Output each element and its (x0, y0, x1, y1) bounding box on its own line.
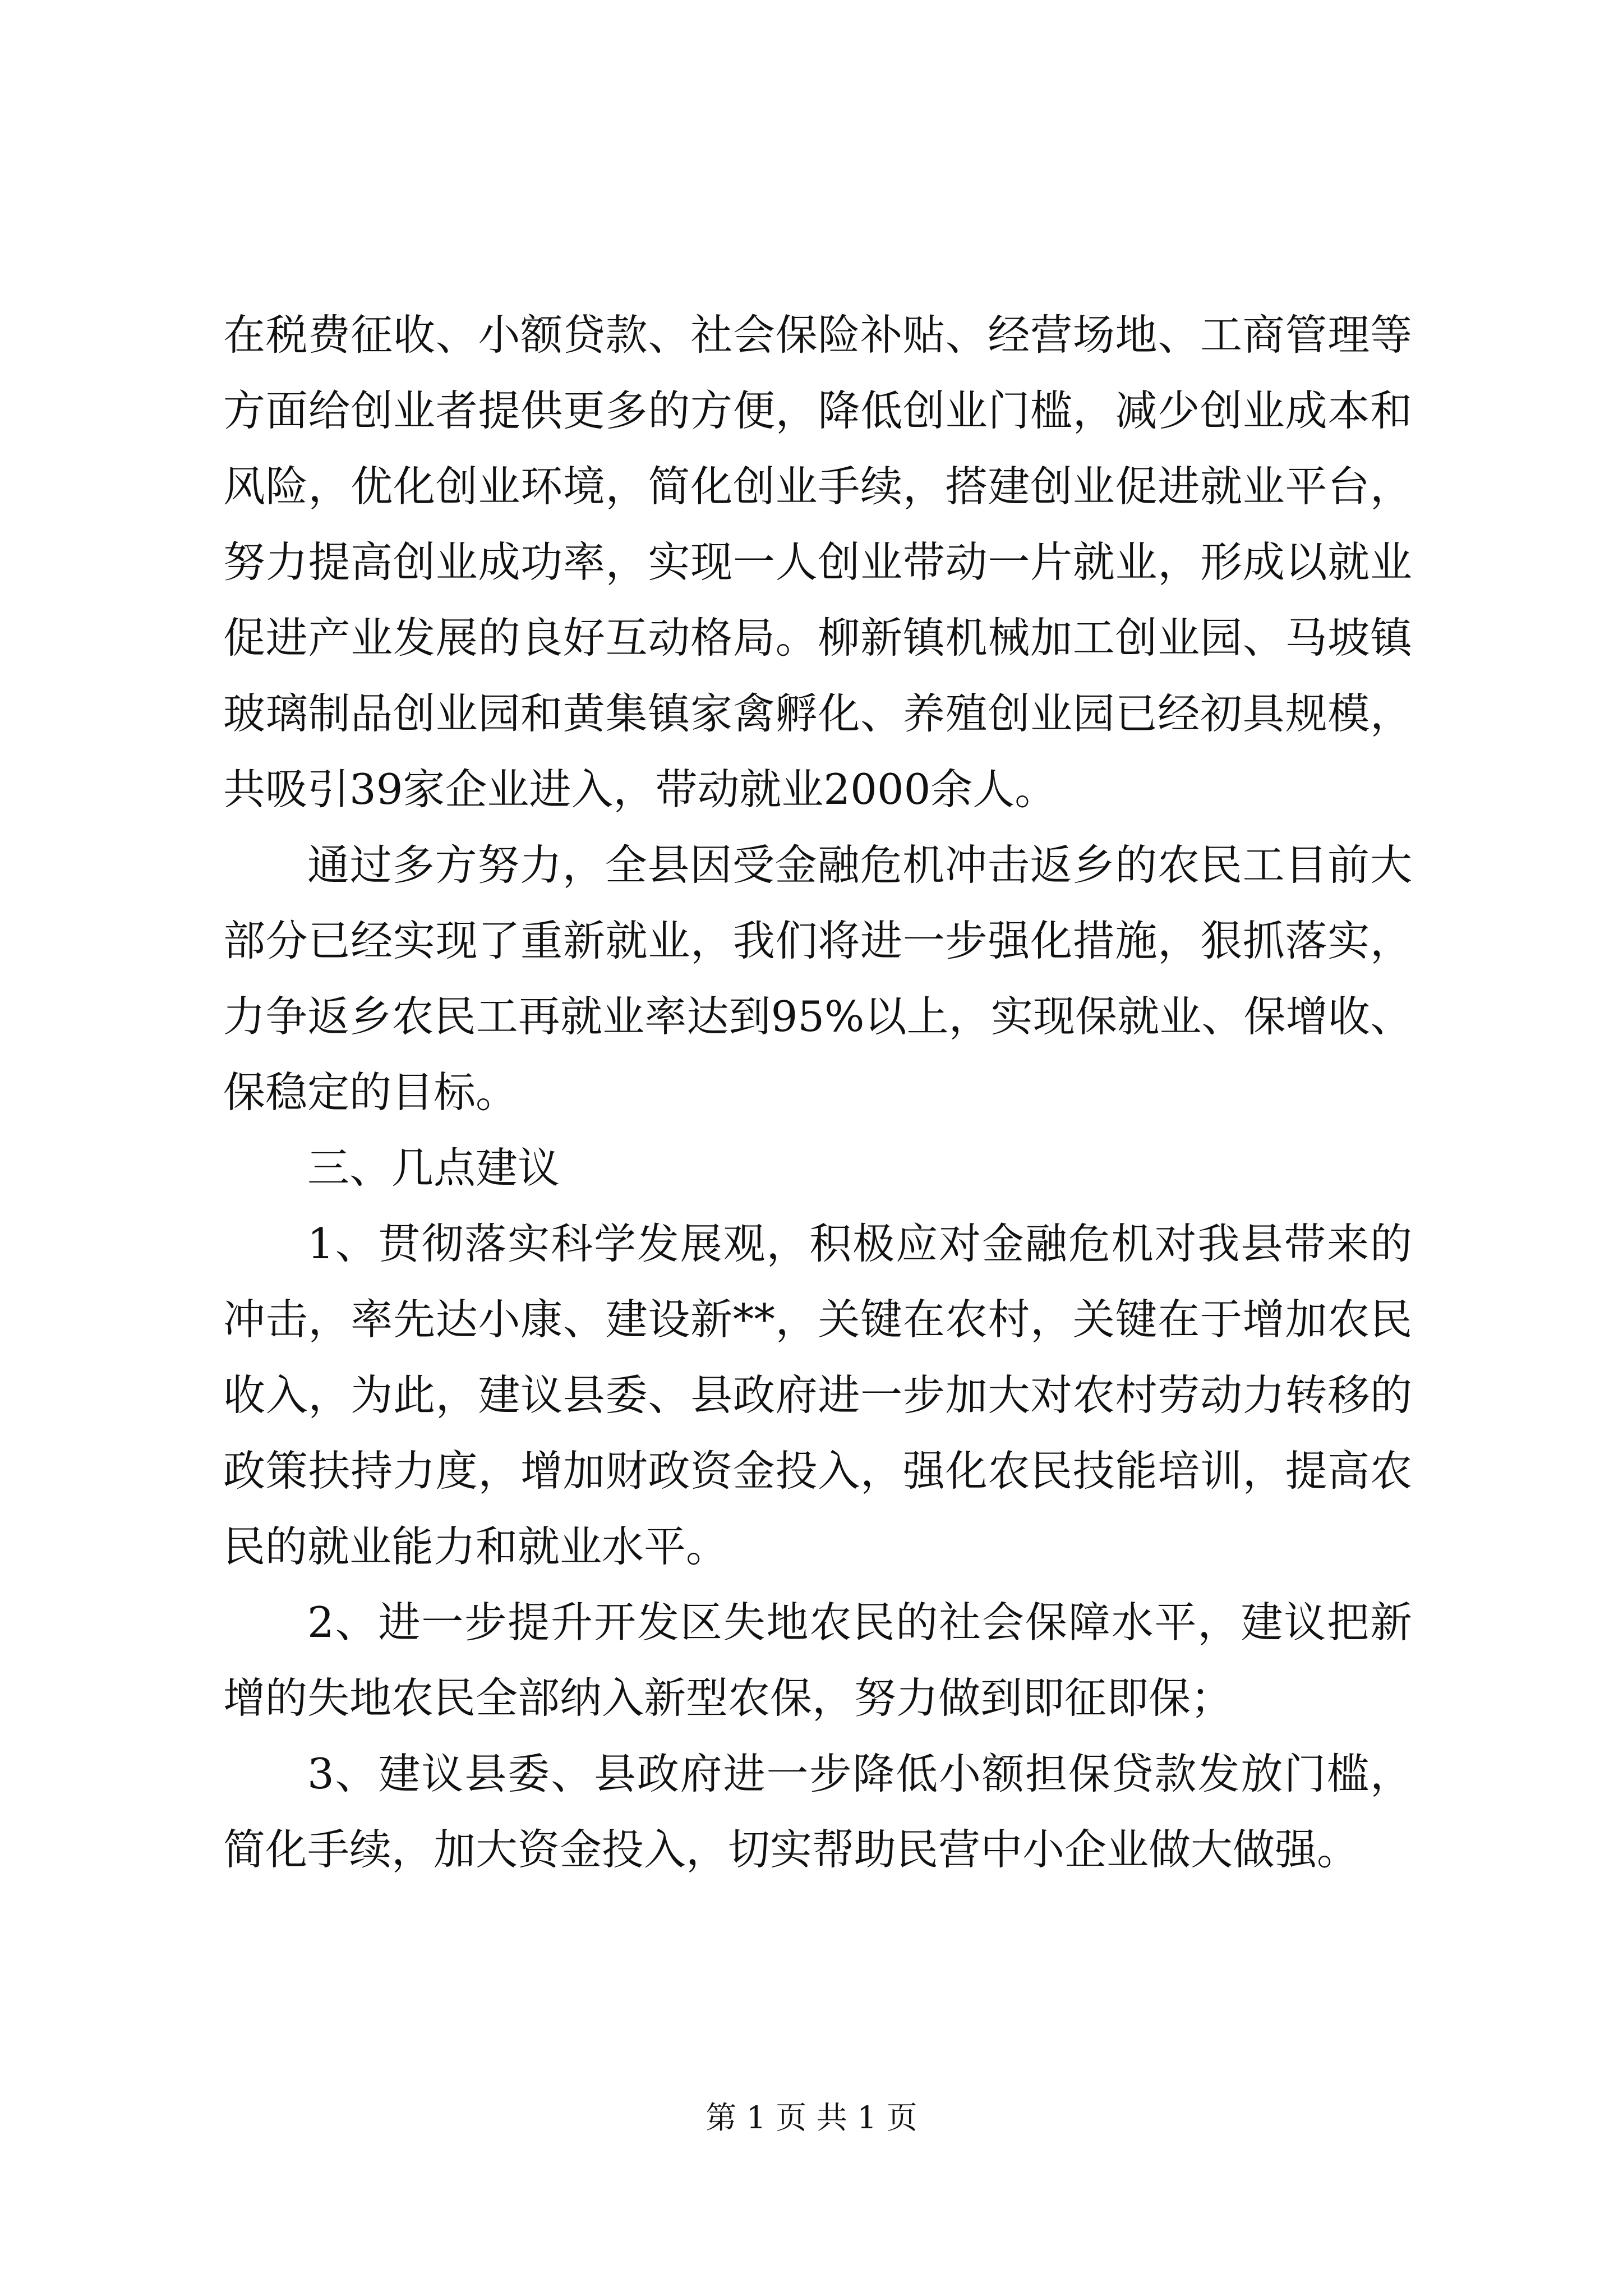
section-heading: 三、几点建议 (307, 1143, 560, 1193)
paragraph-1: 在税费征收、小额贷款、社会保险补贴、经营场地、工商管理等方面给创业者提供更多的方便，降低创业门槛，减少创业成本和风险，优化创业环境，简化创业手续，搭建创业促进就业平台，努力提高创业成功率，实现一人创业带动一片就业，形成以就业促进产业发展的良好互动格局。柳新镇机械加工创业园、马坡镇玻璃制品创业园和黄集镇家禽孵化、养殖创业园已经初具规模，共吸引39家企业进入，带动就业2000余人。 (223, 310, 1412, 814)
document-body (223, 297, 1412, 1888)
page-number-footer: 第 1 页 共 1 页 (706, 2100, 917, 2136)
paragraph-suggestion-2: 2、进一步提升开发区失地农民的社会保障水平，建议把新增的失地农民全部纳入新型农保，努力做到即征即保； (223, 1598, 1412, 1723)
paragraph-suggestion-1: 1、贯彻落实科学发展观，积极应对金融危机对我县带来的冲击，率先达小康、建设新**，关键在农村，关键在于增加农民收入，为此，建议县委、县政府进一步加大对农村劳动力转移的政策扶持力度，增加财政资金投入，强化农民技能培训，提高农民的就业能力和就业水平。 (223, 1219, 1412, 1571)
paragraph-2: 通过多方努力，全县因受金融危机冲击返乡的农民工目前大部分已经实现了重新就业，我们将进一步强化措施，狠抓落实，力争返乡农民工再就业率达到95%以上，实现保就业、保增收、保稳定的目标。 (223, 840, 1412, 1117)
paragraph-suggestion-3: 3、建议县委、县政府进一步降低小额担保贷款发放门槛，简化手续，加大资金投入，切实帮助民营中小企业做大做强。 (223, 1749, 1412, 1874)
